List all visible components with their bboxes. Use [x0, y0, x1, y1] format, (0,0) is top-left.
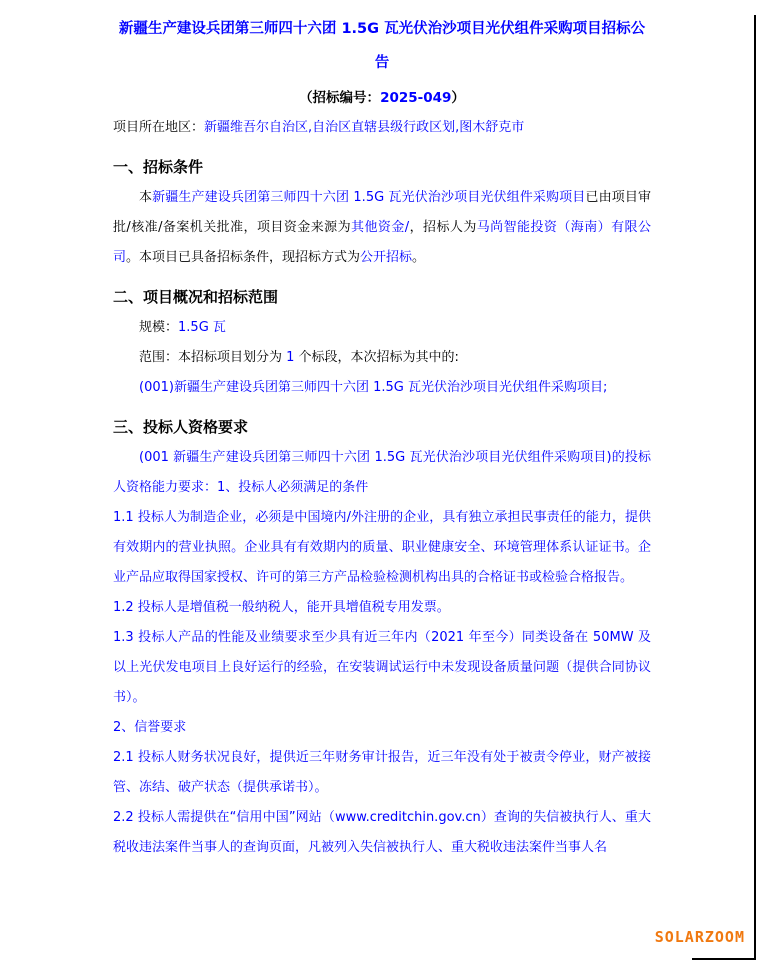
text-run: （招标编号： — [299, 90, 381, 106]
text-run: 1.5G 瓦 — [178, 320, 226, 335]
text-run: 规模： — [139, 320, 179, 335]
lot-line: (001)新疆生产建设兵团第三师四十六团 1.5G 瓦光伏治沙项目光伏组件采购项目; — [139, 380, 608, 395]
qualification-intro: (001 新疆生产建设兵团第三师四十六团 1.5G 瓦光伏治沙项目光伏组件采购项目)的投标人资格能力要求：1、投标人必须满足的条件 — [113, 450, 651, 495]
section2-heading: 二、项目概况和招标范围 — [113, 288, 279, 306]
section1-heading: 一、招标条件 — [113, 158, 204, 176]
project-location-line — [113, 113, 651, 143]
text-run: ，招标人为 — [409, 220, 477, 235]
text-run: 范围：本招标项目划分为 — [139, 350, 287, 365]
project-scale-line — [113, 313, 651, 343]
text-run: 新疆生产建设兵团第三师四十六团 1.5G 瓦光伏治沙项目光伏组件采购项目 — [152, 190, 586, 205]
text-run: 项目所在地区： — [113, 120, 205, 135]
solarzoom-watermark: SOLARZOOM — [654, 928, 745, 946]
qualification-item-1-1: 1.1 投标人为制造企业，必须是中国境内/外注册的企业，具有独立承担民事责任的能力，提供有效期内的营业执照。企业具有有效期内的质量、职业健康安全、环境管理体系认证证书。企业产品应取得国家授权、许可的第三方产品检验检测机构出具的合格证书或检验合格报告。 — [113, 510, 651, 585]
text-run: 已由项目审批/核准/备案机关批准，项目资金来源为 — [113, 190, 651, 235]
qualification-item-2-1: 2.1 投标人财务状况良好，提供近三年财务审计报告，近三年没有处于被责令停业，财产被接管、冻结、破产状态（提供承诺书）。 — [113, 750, 651, 795]
qualification-item-2-2: 2.2 投标人需提供在“信用中国”网站（www.creditchin.gov.cn）查询的失信被执行人、重大税收违法案件当事人的查询页面，凡被列入失信被执行人、重大税收违法案件当事人名 — [113, 810, 651, 855]
text-run: 新疆维吾尔自治区,自治区直辖县级行政区划,图木舒克市 — [204, 120, 525, 135]
tender-number-line — [113, 83, 651, 113]
page-edge-right — [754, 15, 756, 960]
text-run: 。 — [412, 250, 426, 265]
qualification-item-1-2: 1.2 投标人是增值税一般纳税人，能开具增值税专用发票。 — [113, 600, 450, 615]
qualification-item-2: 2、信誉要求 — [113, 720, 187, 735]
section3-heading: 三、投标人资格要求 — [113, 418, 249, 436]
text-run: 其他资金/ — [351, 220, 410, 235]
text-run: 。本项目已具备招标条件，现招标方式为 — [126, 250, 361, 265]
text-run: ） — [451, 90, 465, 106]
text-run: 本 — [139, 190, 153, 205]
qualification-item-1-3: 1.3 投标人产品的性能及业绩要求至少具有近三年内（2021 年至今）同类设备在 50MW 及以上光伏发电项目上良好运行的经验，在安装调试运行中未发现设备质量问题（提供合同协议书）。 — [113, 630, 651, 705]
section1-paragraph — [113, 183, 651, 273]
document-body — [113, 0, 651, 863]
text-run: 1 — [286, 350, 295, 365]
text-run: 个标段，本次招标为其中的: — [294, 350, 459, 365]
project-scope-line — [113, 343, 651, 373]
text-run: 2025-049 — [380, 90, 452, 106]
text-run: 公开招标 — [360, 250, 413, 265]
page-title: 新疆生产建设兵团第三师四十六团 1.5G 瓦光伏治沙项目光伏组件采购项目招标公告 — [118, 21, 646, 71]
text-run: 马尚智能投资（海南）有限公司 — [113, 220, 651, 265]
page-edge-bottom — [692, 958, 756, 960]
